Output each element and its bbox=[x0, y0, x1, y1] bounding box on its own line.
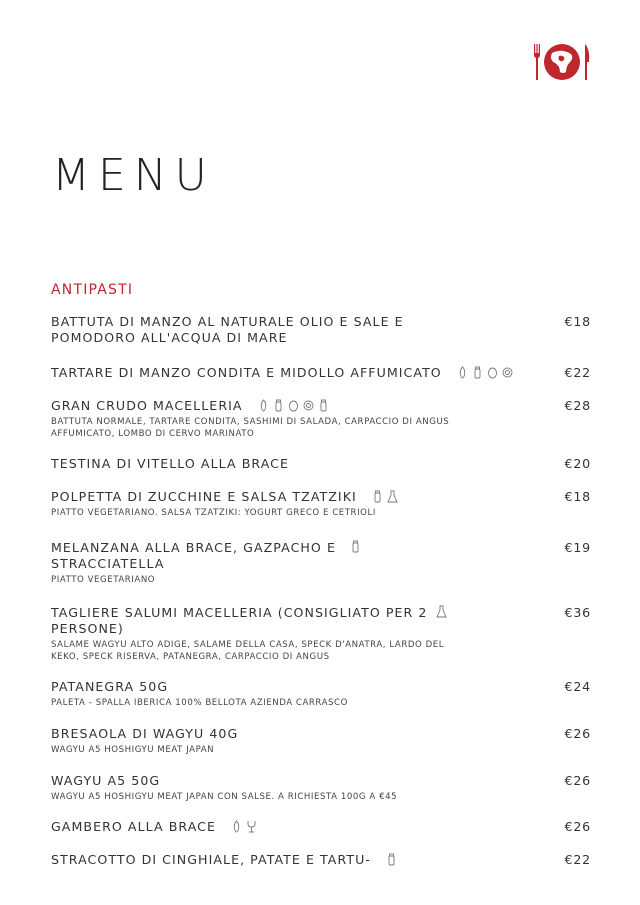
item-name-wrap bbox=[51, 852, 397, 868]
item-name: TESTINA DI VITELLO ALLA BRACE bbox=[51, 456, 290, 471]
restaurant-logo-icon bbox=[532, 42, 592, 82]
mustard-icon bbox=[273, 399, 284, 412]
allergen-icons bbox=[350, 540, 361, 553]
item-price: €22 bbox=[564, 852, 591, 867]
item-name: POLPETTA DI ZUCCHINE E SALSA TZATZIKI bbox=[51, 489, 357, 504]
item-name-wrap bbox=[51, 489, 398, 505]
section-title: ANTIPASTI bbox=[51, 282, 134, 298]
menu-list bbox=[51, 314, 591, 885]
item-description: PIATTO VEGETARIANO. SALSA TZATZIKI: YOGURT GRECO E CETRIOLI bbox=[51, 508, 376, 518]
celery-icon bbox=[258, 399, 269, 412]
milk-icon bbox=[387, 490, 398, 503]
egg-icon bbox=[288, 399, 299, 412]
item-name: STRACOTTO DI CINGHIALE, PATATE E TARTU- bbox=[51, 852, 371, 867]
item-price: €28 bbox=[564, 398, 591, 413]
allergen-icons bbox=[372, 490, 398, 503]
allergen-icons bbox=[258, 399, 329, 412]
item-name-wrap bbox=[51, 819, 257, 835]
item-description: SALAME WAGYU ALTO ADIGE, SALAME DELLA CASA, SPECK D'ANATRA, LARDO DEL KEKO, SPECK RISERVA, PATANEGRA, CARPACCIO DI ANGUS bbox=[51, 640, 445, 662]
egg-icon bbox=[487, 366, 498, 379]
allergen-icons bbox=[386, 853, 397, 866]
item-price: €19 bbox=[564, 540, 591, 555]
menu-item bbox=[51, 726, 591, 773]
allergen-icons bbox=[457, 366, 513, 379]
crustaceans-icon bbox=[246, 820, 257, 833]
item-name-wrap bbox=[51, 365, 513, 381]
milk-icon bbox=[436, 605, 447, 618]
item-description: PALETA - SPALLA IBERICA 100% BELLOTA AZIENDA CARRASCO bbox=[51, 698, 348, 708]
item-description: WAGYU A5 HOSHIGYU MEAT JAPAN CON SALSE. A RICHIESTA 100G A €45 bbox=[51, 792, 398, 802]
gluten-icon bbox=[372, 490, 383, 503]
item-description: WAGYU A5 HOSHIGYU MEAT JAPAN bbox=[51, 745, 215, 755]
item-price: €36 bbox=[564, 605, 591, 620]
allergen-icons bbox=[231, 820, 257, 833]
allergen-icons bbox=[436, 605, 447, 618]
celery-icon bbox=[457, 366, 468, 379]
item-price: €24 bbox=[564, 679, 591, 694]
item-price: €18 bbox=[564, 314, 591, 329]
item-name: GAMBERO ALLA BRACE bbox=[51, 819, 216, 834]
menu-item bbox=[51, 398, 591, 456]
item-price: €20 bbox=[564, 456, 591, 471]
menu-item bbox=[51, 819, 591, 852]
item-name: TAGLIERE SALUMI MACELLERIA (CONSIGLIATO PER 2 PERSONE) bbox=[51, 605, 428, 636]
item-price: €26 bbox=[564, 773, 591, 788]
menu-item bbox=[51, 314, 591, 365]
sulphites-icon bbox=[502, 366, 513, 379]
item-name-wrap bbox=[51, 540, 351, 572]
gluten-icon bbox=[386, 853, 397, 866]
celery-icon bbox=[231, 820, 242, 833]
item-name-wrap bbox=[51, 398, 329, 414]
item-price: €22 bbox=[564, 365, 591, 380]
menu-item bbox=[51, 456, 591, 489]
item-price: €18 bbox=[564, 489, 591, 504]
item-name: GRAN CRUDO MACELLERIA bbox=[51, 398, 243, 413]
item-name: BATTUTA DI MANZO AL NATURALE OLIO E SALE E POMODORO ALL'ACQUA DI MARE bbox=[51, 314, 404, 345]
item-price: €26 bbox=[564, 726, 591, 741]
menu-item bbox=[51, 365, 591, 398]
item-name-wrap bbox=[51, 605, 431, 637]
menu-item bbox=[51, 852, 591, 885]
item-name: PATANEGRA 50G bbox=[51, 679, 169, 694]
mustard-icon bbox=[318, 399, 329, 412]
item-price: €26 bbox=[564, 819, 591, 834]
item-name: BRESAOLA DI WAGYU 40G bbox=[51, 726, 239, 741]
menu-item bbox=[51, 605, 591, 679]
menu-item bbox=[51, 540, 591, 605]
sulphites-icon bbox=[303, 399, 314, 412]
menu-item bbox=[51, 489, 591, 540]
item-description: BATTUTA NORMALE, TARTARE CONDITA, SASHIMI DI SALADA, CARPACCIO DI ANGUS AFFUMICATO, LOMBO DI CERVO MARINATO bbox=[51, 417, 450, 439]
item-name: WAGYU A5 50G bbox=[51, 773, 161, 788]
item-name: MELANZANA ALLA BRACE, GAZPACHO E STRACCIATELLA bbox=[51, 540, 336, 571]
mustard-icon bbox=[472, 366, 483, 379]
gluten-icon bbox=[350, 540, 361, 553]
page-title: MENU bbox=[52, 150, 215, 201]
menu-item bbox=[51, 679, 591, 726]
item-description: PIATTO VEGETARIANO bbox=[51, 575, 156, 585]
item-name: TARTARE DI MANZO CONDITA E MIDOLLO AFFUMICATO bbox=[51, 365, 442, 380]
menu-item bbox=[51, 773, 591, 819]
